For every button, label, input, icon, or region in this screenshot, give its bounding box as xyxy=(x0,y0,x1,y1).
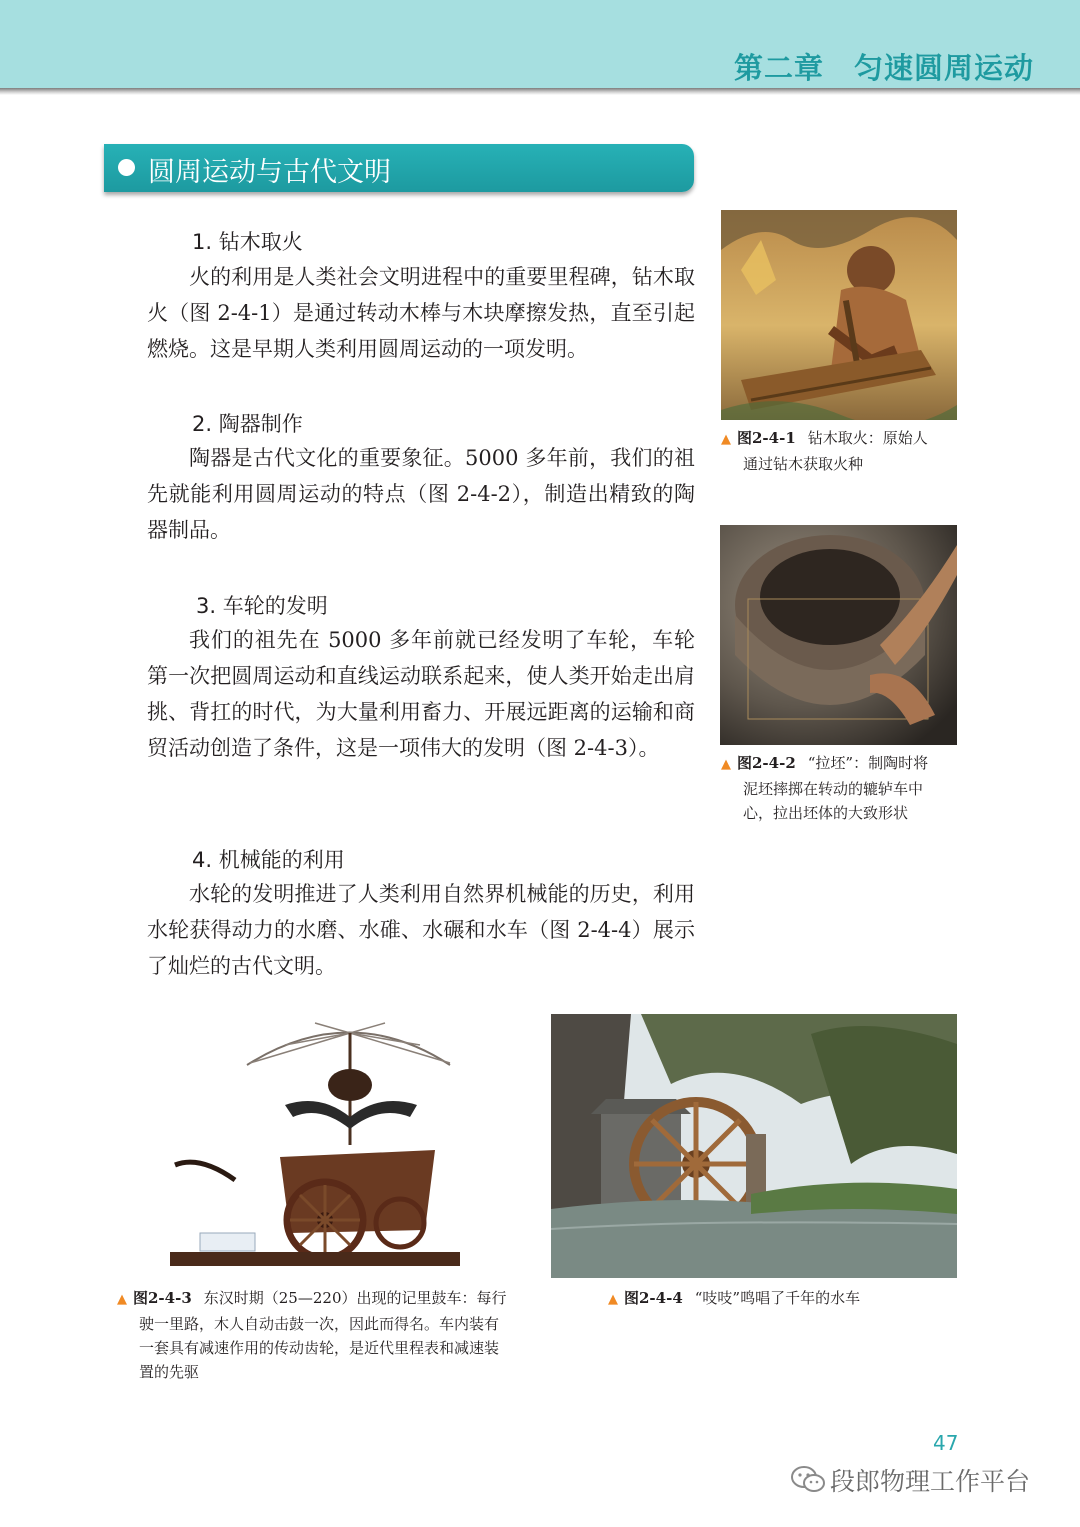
header-shadow xyxy=(0,88,1080,95)
paragraph-pottery: 陶器是古代文化的重要象征。5000 多年前，我们的祖先就能利用圆周运动的特点（图 2-4-2），制造出精致的陶器制品。 xyxy=(147,446,695,542)
chapter-label: 第二章 xyxy=(733,51,824,85)
bullet-dot-icon xyxy=(118,159,135,176)
paragraph-wheel: 我们的祖先在 5000 多年前就已经发明了车轮，车轮第一次把圆周运动和直线运动联系起来，使人类开始走出肩挑、背扛的时代，为大量利用畜力、开展远距离的运输和商贸活动创造了条件，这是一项伟大的发明（图 2-4-3）。 xyxy=(147,628,695,760)
figure-drill-fire-image xyxy=(721,210,957,420)
figure-drum-cart-image xyxy=(155,1005,475,1280)
chapter-title: 匀速圆周运动 xyxy=(853,51,1034,85)
wechat-icon xyxy=(790,1465,826,1501)
heading-wheel: 3. 车轮的发明 xyxy=(196,594,328,618)
heading-pottery: 2. 陶器制作 xyxy=(192,412,303,436)
page-number: 47 xyxy=(933,1431,959,1455)
caption-triangle-icon: ▲ xyxy=(117,1292,127,1307)
figure-pottery-image xyxy=(720,525,957,745)
paragraph-mechanical-energy: 水轮的发明推进了人类利用自然界机械能的历史，利用水轮获得动力的水磨、水碓、水碾和水车（图 2-4-4）展示了灿烂的古代文明。 xyxy=(147,882,695,978)
caption-figure-2-4-2: ▲ 图2-4-2 “拉坯”：制陶时将 泥坯摔掷在转动的辘轳车中 心，拉出坯体的大致形状 xyxy=(721,754,929,822)
caption-figure-2-4-3: ▲ 图2-4-3 东汉时期（25—220）出现的记里鼓车：每行 驶一里路，木人自动击鼓一次，因此而得名。车内装有 一套具有减速作用的传动齿轮，是近代里程表和减速装 置的先驱 xyxy=(117,1289,507,1381)
section-title: 圆周运动与古代文明 xyxy=(148,157,391,188)
caption-triangle-icon: ▲ xyxy=(721,757,731,772)
watermark-text: 段郎物理工作平台 xyxy=(830,1467,1031,1496)
figure-waterwheel-image xyxy=(551,1014,957,1278)
caption-triangle-icon: ▲ xyxy=(721,432,731,447)
caption-figure-2-4-4: ▲ 图2-4-4 “吱吱”鸣唱了千年的水车 xyxy=(608,1289,861,1307)
caption-figure-2-4-1: ▲ 图2-4-1 钻木取火：原始人 通过钻木获取火种 xyxy=(721,429,928,473)
caption-triangle-icon: ▲ xyxy=(608,1292,618,1307)
heading-mechanical-energy: 4. 机械能的利用 xyxy=(192,848,345,872)
heading-drill-fire: 1. 钻木取火 xyxy=(192,230,303,254)
watermark xyxy=(790,1462,1030,1502)
section-title-bar xyxy=(104,144,694,192)
paragraph-drill-fire: 火的利用是人类社会文明进程中的重要里程碑，钻木取火（图 2-4-1）是通过转动木棒与木块摩擦发热，直至引起燃烧。这是早期人类利用圆周运动的一项发明。 xyxy=(147,265,695,361)
chapter-heading xyxy=(734,46,1034,88)
